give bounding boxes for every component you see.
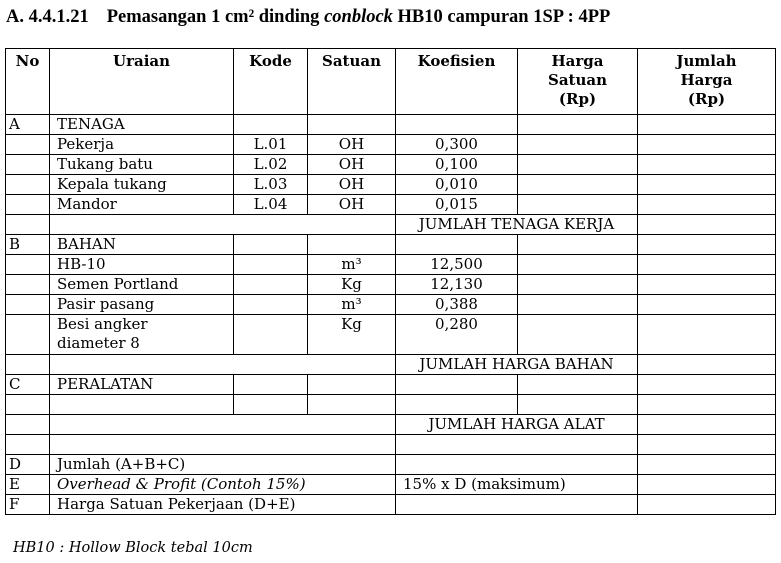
header-harga-satuan-line: Harga	[551, 52, 604, 70]
item-uraian: Tukang batu	[50, 155, 234, 175]
title-text: Pemasangan 1 cm² dinding	[106, 7, 325, 27]
summary-label: Harga Satuan Pekerjaan (D+E)	[50, 495, 396, 515]
table-row	[6, 195, 776, 215]
total-row-peralatan	[6, 415, 776, 435]
total-row-bahan	[6, 355, 776, 375]
item-uraian: HB-10	[50, 255, 234, 275]
item-koefisien: 0,300	[396, 135, 518, 155]
item-koefisien: 0,100	[396, 155, 518, 175]
title-italic: conblock	[324, 7, 393, 27]
total-label: JUMLAH TENAGA KERJA	[396, 215, 638, 235]
total-label: JUMLAH HARGA BAHAN	[396, 355, 638, 375]
section-letter: A	[6, 115, 50, 135]
section-row-peralatan	[6, 375, 776, 395]
footnote: HB10 : Hollow Block tebal 10cm	[13, 540, 253, 556]
section-row-bahan	[6, 235, 776, 255]
item-kode: L.04	[234, 195, 308, 215]
header-no: No	[6, 49, 50, 115]
total-row-tenaga	[6, 215, 776, 235]
summary-value	[396, 455, 638, 475]
section-label: TENAGA	[50, 115, 234, 135]
header-harga-satuan	[518, 49, 638, 115]
table-row	[6, 135, 776, 155]
summary-letter: F	[6, 495, 50, 515]
section-label: PERALATAN	[50, 375, 234, 395]
header-uraian: Uraian	[50, 49, 234, 115]
title-text-after: HB10 campuran 1SP : 4PP	[392, 7, 611, 27]
item-koefisien: 0,015	[396, 195, 518, 215]
item-uraian: Mandor	[50, 195, 234, 215]
item-koefisien: 0,388	[396, 295, 518, 315]
table-row	[6, 395, 776, 415]
summary-label: Overhead & Profit (Contoh 15%)	[50, 475, 396, 495]
header-jumlah-harga-line: Jumlah	[676, 52, 737, 70]
summary-value	[396, 495, 638, 515]
section-letter: C	[6, 375, 50, 395]
table-row	[6, 255, 776, 275]
table-row	[6, 435, 776, 455]
summary-letter: E	[6, 475, 50, 495]
header-kode: Kode	[234, 49, 308, 115]
section-row-tenaga	[6, 115, 776, 135]
item-kode: L.03	[234, 175, 308, 195]
summary-row-e	[6, 475, 776, 495]
table-row	[6, 155, 776, 175]
item-satuan: Kg	[308, 275, 396, 295]
summary-row-f	[6, 495, 776, 515]
item-satuan: OH	[308, 155, 396, 175]
item-koefisien: 0,280	[396, 315, 518, 355]
header-harga-satuan-line: (Rp)	[558, 90, 597, 108]
item-kode: L.01	[234, 135, 308, 155]
header-row	[6, 49, 776, 115]
item-satuan: m³	[308, 295, 396, 315]
header-koefisien: Koefisien	[396, 49, 518, 115]
header-satuan: Satuan	[308, 49, 396, 115]
item-satuan: Kg	[308, 315, 396, 355]
table-row	[6, 275, 776, 295]
item-uraian-line: Besi angker	[57, 315, 148, 333]
item-koefisien: 0,010	[396, 175, 518, 195]
section-letter: B	[6, 235, 50, 255]
item-uraian: Pekerja	[50, 135, 234, 155]
item-koefisien: 12,130	[396, 275, 518, 295]
item-uraian: Semen Portland	[50, 275, 234, 295]
item-satuan: OH	[308, 135, 396, 155]
item-satuan: OH	[308, 195, 396, 215]
section-label: BAHAN	[50, 235, 234, 255]
item-uraian	[50, 315, 234, 355]
section-number: A. 4.4.1.21	[6, 7, 89, 27]
item-koefisien: 12,500	[396, 255, 518, 275]
page-title	[6, 7, 776, 31]
summary-row-d	[6, 455, 776, 475]
summary-letter: D	[6, 455, 50, 475]
header-jumlah-harga-line: (Rp)	[687, 90, 726, 108]
table-row	[6, 315, 776, 355]
header-harga-satuan-line: Satuan	[547, 71, 607, 89]
total-label: JUMLAH HARGA ALAT	[396, 415, 638, 435]
ahsp-table	[5, 48, 776, 515]
header-jumlah-harga-line: Harga	[680, 71, 733, 89]
item-uraian-line: diameter 8	[57, 334, 140, 352]
item-uraian: Pasir pasang	[50, 295, 234, 315]
item-satuan: m³	[308, 255, 396, 275]
table-row	[6, 295, 776, 315]
summary-label: Jumlah (A+B+C)	[50, 455, 396, 475]
summary-value: 15% x D (maksimum)	[396, 475, 638, 495]
item-uraian: Kepala tukang	[50, 175, 234, 195]
item-kode: L.02	[234, 155, 308, 175]
item-satuan: OH	[308, 175, 396, 195]
table-row	[6, 175, 776, 195]
header-jumlah-harga	[638, 49, 776, 115]
